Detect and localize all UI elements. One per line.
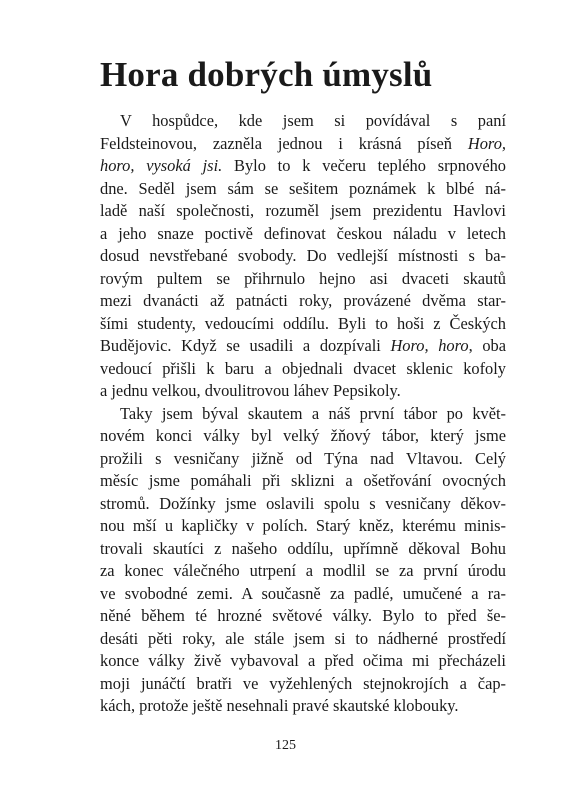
text-line: [100, 223, 506, 246]
text-line: [100, 470, 506, 493]
text-line: [100, 155, 506, 178]
italic-text: horo, vysoká jsi.: [100, 156, 223, 175]
text-line: [100, 178, 506, 201]
text-run: desáti pěti roky, ale stále jsem si to nádherné prostředí: [100, 628, 506, 648]
text-line: [100, 425, 506, 448]
text-run: vedoucí přišli k baru a objednali dvacet sklenic kofoly: [100, 358, 506, 378]
text-run: nou mší u kapličky v polích. Starý kněz, kterému minis-: [100, 516, 506, 535]
paragraph: [100, 110, 506, 403]
text-line: [100, 403, 506, 426]
text-run: , oba: [468, 336, 506, 355]
text-line: [100, 358, 506, 381]
text-run: šími studenty, vedoucími oddílu. Byli to hoši z Českých: [100, 313, 506, 333]
text-line: [100, 290, 506, 313]
text-line: [100, 448, 506, 471]
text-line: [100, 200, 506, 223]
italic-text: Horo,: [467, 133, 506, 153]
text-line: [100, 313, 506, 336]
paragraph: [100, 403, 506, 718]
text-run: kách, protože ještě nesehnali pravé skautské klobouky.: [100, 696, 459, 715]
text-run: něné během té hrozné světové války. Bylo to před še-: [100, 606, 506, 625]
text-run: V hospůdce, kde jsem si povídával s paní: [120, 111, 506, 130]
text-run: za konec válečného utrpení a modlil se za první úrodu: [100, 561, 506, 580]
text-run: ladě naší společnosti, rozuměl jsem prezidentu Havlovi: [100, 201, 506, 220]
text-line: [100, 493, 506, 516]
text-line: [100, 133, 506, 156]
chapter-title: Hora dobrých úmyslů: [100, 55, 433, 94]
text-line: [100, 695, 506, 718]
text-run: mezi dvanácti až patnácti roky, provázené dvěma star-: [100, 291, 506, 310]
body-text: [100, 110, 506, 718]
text-run: měsíc jsme pomáhali při sklizni a ošetřování ovocných: [100, 471, 506, 490]
text-run: novém konci války byl velký žňový tábor, který jsme: [100, 426, 506, 445]
text-run: stromů. Dožínky jsme oslavili spolu s vesničany děkov-: [100, 493, 506, 513]
text-line: [100, 583, 506, 606]
text-line: [100, 268, 506, 291]
text-run: trovali skautíci z našeho oddílu, upřímně děkoval Bohu: [100, 538, 506, 558]
text-line: [100, 110, 506, 133]
text-line: [100, 560, 506, 583]
text-line: [100, 515, 506, 538]
text-run: konce války živě vybavoval a před očima mi přecházeli: [100, 651, 506, 670]
text-run: ve svobodné zemi. A současně za padlé, umučené a ra-: [100, 583, 506, 603]
text-run: moji junáčtí bratři ve vyžehlených stejnokrojích a čap-: [100, 673, 506, 693]
text-run: rovým pultem se přihrnulo hejno asi dvaceti skautů: [100, 268, 506, 288]
text-run: Feldsteinovou, zazněla jednou i krásná píseň: [100, 133, 468, 153]
text-run: prožili s vesničany jižně od Týna nad Vltavou. Celý: [100, 448, 506, 468]
text-line: [100, 380, 506, 403]
text-run: a jeho snaze poctivě definovat českou náladu v letech: [100, 223, 506, 243]
text-line: [100, 605, 506, 628]
text-line: [100, 650, 506, 673]
text-line: [100, 245, 506, 268]
text-run: Budějovic. Když se usadili a dozpívali: [100, 336, 391, 355]
text-line: [100, 628, 506, 651]
text-run: a jednu velkou, dvoulitrovou láhev Pepsikoly.: [100, 381, 401, 400]
text-run: dne. Seděl jsem sám se sešitem poznámek k blbé ná-: [100, 178, 506, 198]
text-run: Bylo to k večeru teplého srpnového: [222, 156, 506, 175]
text-line: [100, 673, 506, 696]
page-number: 125: [275, 738, 296, 753]
text-line: [100, 335, 506, 358]
italic-text: Horo, horo: [390, 336, 469, 355]
text-run: dosud nevstřebané svobody. Do vedlejší místnosti s ba-: [100, 246, 506, 265]
text-run: Taky jsem býval skautem a náš první tábor po květ-: [120, 403, 506, 423]
text-line: [100, 538, 506, 561]
